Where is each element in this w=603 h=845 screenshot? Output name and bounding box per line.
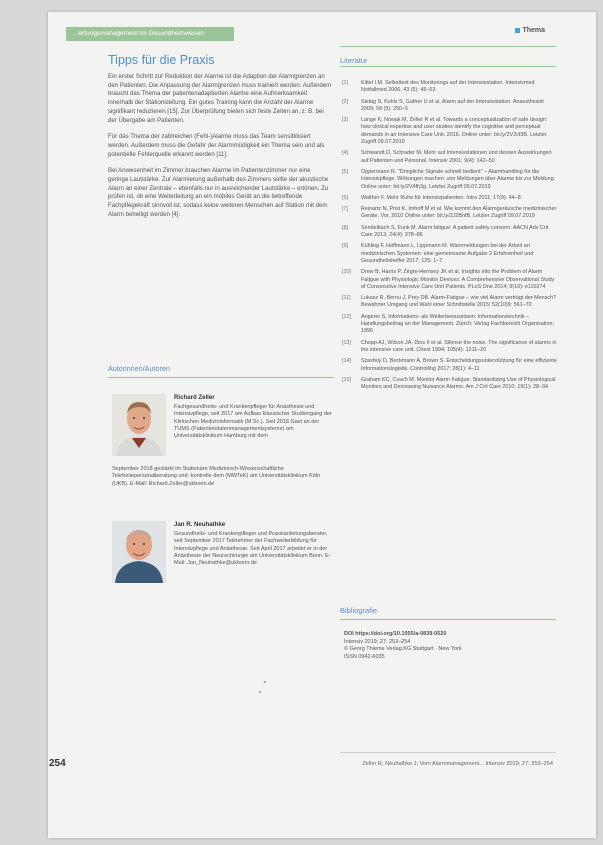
bibliography-rule bbox=[340, 619, 556, 620]
doi-line: DOI https://doi.org/10.1055/a-0839-0520 bbox=[344, 631, 447, 637]
paragraph: Ein erster Schritt zur Reduktion der Alarme ist die Adaption der Alarmgrenzen an den Patienten. Die Anpassung der Alarmgrenzen muss trainiert werden. Außerdem braucht das Thema der patientenadaptierten Alarme eine Aufmerksamkeit innerhalb der Stationsleitung. Ein gutes Training kann die Anzahl der Alarme signifikant reduzieren [15]. Zur Überprüfung bieten sich feste Zeiten an, z. B. bei der Übergabe am Patienten. bbox=[108, 73, 332, 124]
main-column bbox=[108, 53, 332, 228]
reference-number: [9] bbox=[342, 243, 348, 250]
reference-text: Lange K, Nowak M, Zeller R et al. Towards a conceptualization of safe design: how clinical expertise and user studies identify the cognitive and perceptual demands in an Intensive Care Unit. 2016. Online unter: bit.ly/2V2cf3B. Letzter Zugriff 09.07.2019 bbox=[361, 117, 548, 146]
author-bio: Fachgesundheits- und Krankenpfleger für Anästhesie und Intensivpflege, seit 2017 am Aufbau klassischer Studiengang der Klinischen Medizininformatik (M.Sc.). Seit 2018 Gast an der TUMS (Patientendatenmanagementsysteme) am Universitätsklinikum Hamburg mit dem bbox=[174, 404, 332, 440]
reference-text: Szavfely D, Beckmann A, Brown S. Entscheidungsunterstützung für eine effiziente Informationslogistik. Controlling 2017; 28(1): 4–11 bbox=[361, 358, 557, 372]
reference-list bbox=[342, 80, 558, 395]
bibliography-block bbox=[344, 631, 462, 661]
reference-number: [1] bbox=[342, 80, 348, 86]
page-number: 254 bbox=[49, 758, 66, 769]
footer-citation: Zeller R, Neuhathke J. Vom Alarmmanagement... Intensiv 2019; 27: 253–254 bbox=[362, 761, 553, 767]
reference-text: Graham KC, Cvach M. Monitor Alarm Fatigue: Standardizing Use of Physiological Monitors and Decreasing Nuisance Alarms. Am J Crit Care 2010; 19(1): 28–34 bbox=[361, 376, 556, 391]
reference-text: Siebig S, Kuhls S, Gather U et al. Alarm auf der Intensivstation. Anaesthesist 2009; 58 (3): 250–5 bbox=[361, 98, 544, 112]
reference-number: [8] bbox=[342, 224, 348, 231]
header-band: …ertungsmanagement im Gesundheitswesen bbox=[66, 27, 234, 41]
reference-number: [10] bbox=[342, 269, 351, 276]
reference-text: Lukasz R, Bernu J, Prey DB. Alarm-Fatigue – wie viel Alarm verträgt der Mensch? Bewährter Umgang und Wahl einer Schnittstelle 2015; 52(10)9: 561–70 bbox=[361, 295, 557, 309]
reference-item bbox=[342, 340, 558, 355]
footer-rule bbox=[340, 752, 556, 753]
reference-text: Kühling F, Hoffmann L, Lippmann M. Warnmeldungen bei der Arbeit an medizinischen Systemen: eine gemeinsame Aufgabe 2 Erfahrenheit und Gesundheitshelfer 2017; 125: 1–7 bbox=[361, 243, 534, 264]
reference-item bbox=[342, 99, 558, 114]
bibliography-heading: Bibliografie bbox=[340, 606, 378, 615]
bibliography-line: ISSN 0942-6035 bbox=[344, 653, 385, 660]
author-block bbox=[112, 521, 334, 601]
reference-text: Drew B, Harris P, Zègre-Hemsey JK et al. Insights into the Problem of Alarm Fatigue with Physiologic Monitor Devices: A Comprehensive Observational Study of Consecutive Intensive Care Unit Patients. PLoS One 2014; 9(10): e110274 bbox=[361, 269, 555, 290]
author-bio-continued: September 2018 gestärkt im Stationäre Medizinisch-Wissenschaftliche Telefoniepersonalberatung und -kontrolle dem (MWTeK) am Universitätsklinikum Köln (UKB). E-Mail: Richard.Zeller@ukbonn.de bbox=[112, 466, 321, 487]
reference-item bbox=[342, 225, 558, 240]
reference-number: [13] bbox=[342, 339, 351, 346]
reference-text: Angerer S. Informations- als Weiterbewusstsein: Informationstechnik – Handlungsbeitrag an der Management. Zürich: Verlag Fachbereich Organisation; 1996 bbox=[361, 313, 554, 335]
literature-rule bbox=[340, 66, 556, 67]
bibliography-line: © Georg Thieme Verlag KG Stuttgart · New York bbox=[344, 646, 462, 652]
authors-rule bbox=[108, 377, 334, 378]
reference-number: [6] bbox=[342, 194, 348, 201]
reference-number: [12] bbox=[342, 313, 351, 320]
reference-text: Chopp AJ, Wilson JA, Dins II et al. Silence the noise. The significance of alarms in the intensive care unit. Chest 1994; 105(4): 1211–20 bbox=[361, 339, 557, 353]
reference-item bbox=[342, 377, 558, 392]
reference-text: Kittel I.M. Selbsttest des Monitorings auf der Intensivstation. Intensivmed Notfallmed 2006, 43 (5): 45–53 bbox=[361, 80, 535, 94]
reference-number: [5] bbox=[342, 168, 348, 175]
authors-heading: Autorinnen/Autoren bbox=[108, 364, 170, 373]
literature-heading: Literatur bbox=[340, 56, 368, 65]
reference-item bbox=[342, 206, 558, 221]
reference-number: [3] bbox=[342, 117, 348, 124]
reference-item bbox=[342, 314, 558, 336]
reference-item bbox=[342, 269, 558, 291]
paragraph: Für das Thema der zahlreichen (Fehl-)Alarme muss das Team sensibilisiert werden. Außerdem muss die Gefahr der Alarmmüdigkeit ein Thema sein und als potentielle Fehlerquelle erkannt werden [11]. bbox=[108, 133, 325, 158]
square-icon bbox=[515, 28, 520, 33]
reference-text: Oppermann R. "Dringliche Signale schnell bedient" – Alarmhandling für die Intensivpflege. Wirkungen machen: von Meldungen über Alarme bis zur Meldung. Online unter: bit.ly/2V4fh3g. Letzter Zugriff 09.07.2019 bbox=[361, 168, 556, 190]
author-photo bbox=[112, 394, 166, 456]
reference-number: [11] bbox=[342, 295, 351, 302]
reference-number: [2] bbox=[342, 98, 348, 105]
reference-item bbox=[342, 169, 558, 191]
author-block bbox=[112, 394, 334, 494]
reference-item bbox=[342, 117, 558, 146]
author-photo bbox=[112, 521, 166, 583]
decorative-dots bbox=[256, 680, 268, 694]
author-bio: Gesundheits- und Krankenpfleger und Praxisanleitungsberater, seit September 2017 Teilnehmer der Fachweiterbildung für Intensivpflege und Anästhesie. Seit April 2017 arbeitet er in der Anästhesie der Neurochirurgie am Universitätsklinikum Bonn. E-Mail: Jan_Neuhathke@ukbonn.de bbox=[174, 531, 331, 567]
reference-number: [4] bbox=[342, 150, 348, 157]
page-title: Tipps für die Praxis bbox=[108, 53, 215, 67]
author-name: Jan R. Neuhathke bbox=[174, 521, 226, 528]
bibliography-line: Intensiv 2019; 27: 253–254 bbox=[344, 638, 411, 645]
reference-number: [15] bbox=[342, 376, 351, 383]
reference-item bbox=[342, 243, 558, 265]
header-rule bbox=[340, 46, 556, 47]
reference-item bbox=[342, 295, 558, 310]
author-name: Richard Zeller bbox=[174, 394, 215, 401]
reference-number: [14] bbox=[342, 358, 351, 365]
reference-number: [7] bbox=[342, 206, 348, 213]
reference-item bbox=[342, 80, 558, 95]
reference-text: Sendelbach S, Funk M. Alarm fatigue: A patient safety concern. AACN Adv Crit Care 2013; 24(4): 378–86 bbox=[361, 224, 549, 239]
reference-item bbox=[342, 195, 558, 202]
reference-text: Schwandt D, Schrader M. Mehr auf Intensivstationen und dessen Auswirkungen auf Patienten und Personal. Intensiv 2001; 9(4): 142–50 bbox=[361, 150, 552, 164]
reference-text: Walther F. Mehr Ruhe für Intensivpatienten. Intra 2011; 17(9): 44–8 bbox=[361, 194, 521, 201]
reference-item bbox=[342, 358, 558, 373]
paragraph: Bei Anwesenheit im Zimmer brauchen Alarme im Patientenzimmer nur eine geringe Lautstärke. Zur Alarmierung außerhalb des Zimmers sollte der akustische Alarm an einer Zentrale – ebenfalls nur in ausreichender Lautstärke – ertönen. Zu prüfen ist, ob eine Weiterleitung an ein mobiles Gerät an die betreffende Fachpflegekraft sinnvoll ist, sodass keine weiteren Menschen auf Station mit dem Alarm behelligt werden [4]. bbox=[108, 167, 329, 218]
reference-text: Reinartz N, Post K, Imhoff M et al. Wie kommt den Alarmgeräusche medizinischer Geräte. Vor. 2010 Online unter: bit.ly/2J2BnfB. Letzter Zugriff 09.07.2019 bbox=[361, 206, 557, 220]
reference-item bbox=[342, 150, 558, 165]
section-tag bbox=[515, 27, 545, 34]
section-label: Thema bbox=[522, 27, 545, 34]
